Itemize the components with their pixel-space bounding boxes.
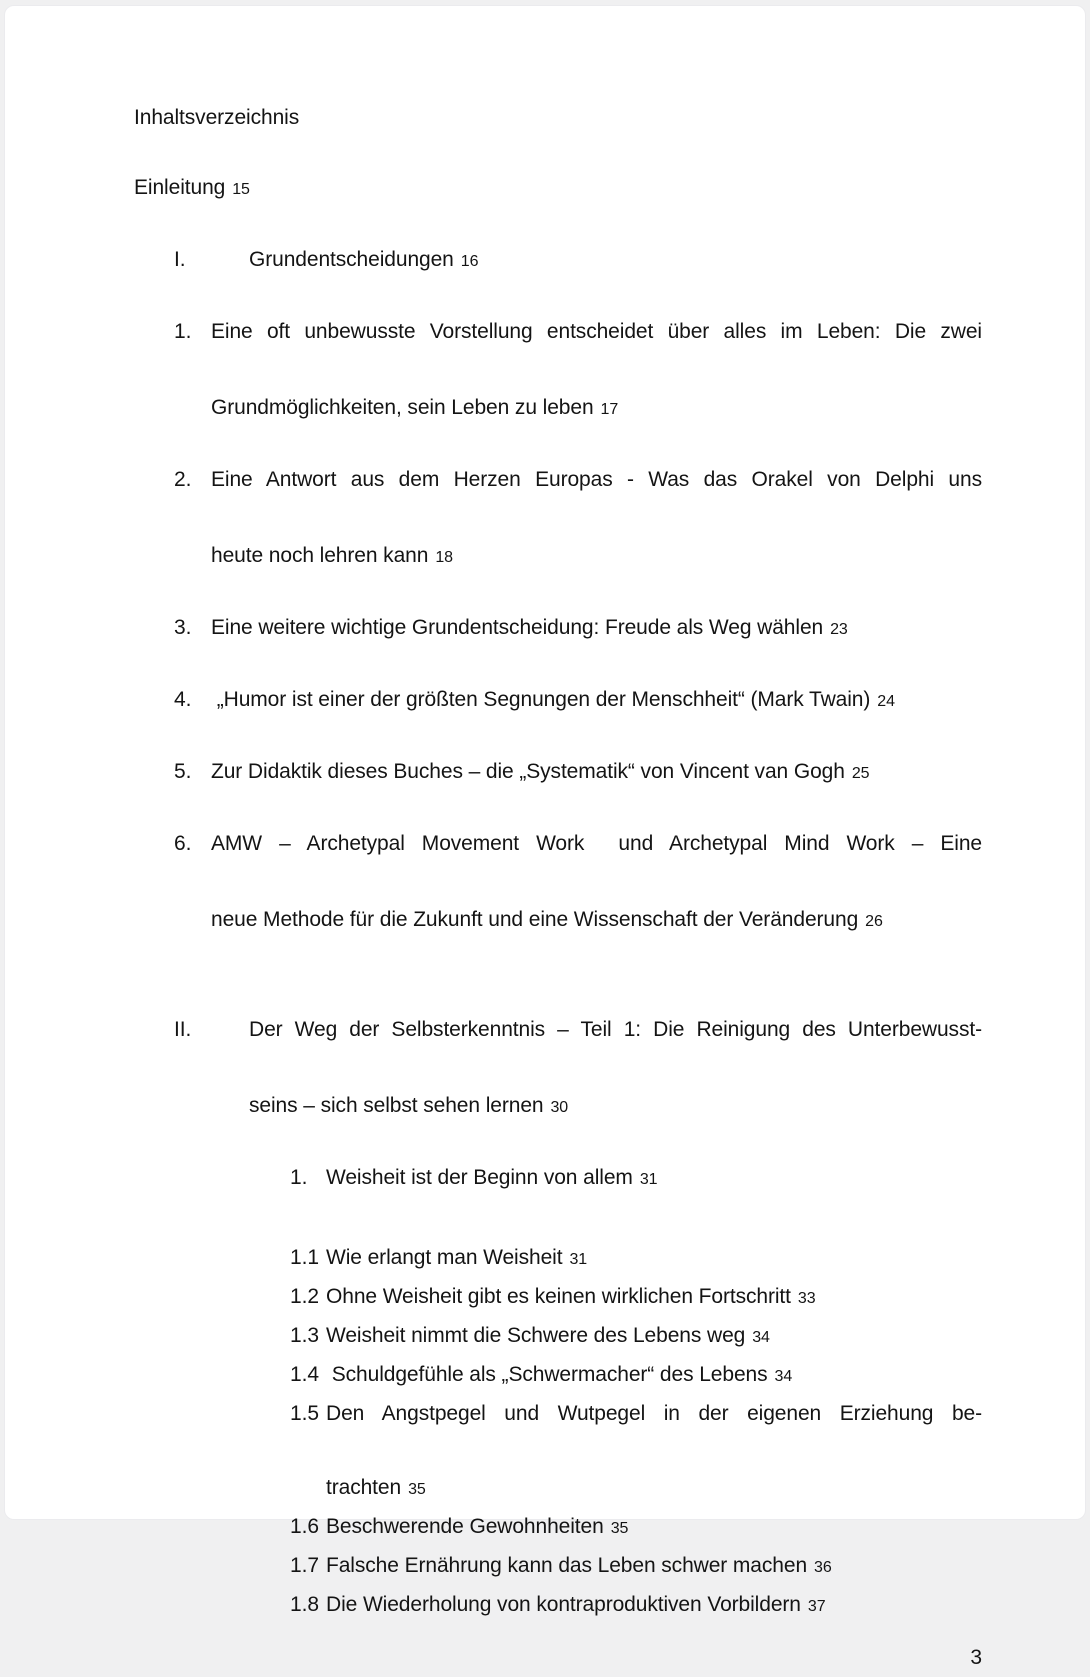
toc-line <box>134 1469 982 1508</box>
toc-entry <box>134 1547 982 1586</box>
toc-entry <box>134 1011 982 1127</box>
toc-entry-text: Ohne Weisheit gibt es keinen wirklichen Fortschritt <box>326 1285 791 1308</box>
toc-entry-text: AMW – Archetypal Movement Work und Archetypal Mind Work – Eine <box>211 832 982 855</box>
toc-entry-number: 1.2 <box>290 1285 319 1308</box>
toc-entry-text: Den Angstpegel und Wutpegel in der eigenen Erziehung be- <box>326 1402 982 1425</box>
toc-entry <box>134 169 982 209</box>
toc-line <box>134 753 982 793</box>
toc-line <box>134 1547 982 1586</box>
toc-entry-text: Die Wiederholung von kontraproduktiven Vorbildern <box>326 1593 801 1616</box>
toc-page-number: 37 <box>807 1598 826 1615</box>
toc-entry-number: 1.7 <box>290 1554 319 1577</box>
toc-page-number: 24 <box>877 693 895 710</box>
toc-line <box>134 389 982 429</box>
toc-line <box>134 1239 982 1278</box>
toc-entry <box>134 313 982 429</box>
toc-entry <box>134 241 982 281</box>
toc-entry-text: Wie erlangt man Weisheit <box>326 1246 563 1269</box>
toc-entry <box>134 1239 982 1278</box>
toc-page-number: 15 <box>232 181 250 198</box>
toc-line <box>134 313 982 389</box>
toc-entry-text: Inhaltsverzeichnis <box>134 106 300 129</box>
toc-line <box>134 1011 982 1087</box>
toc-entry-number: 1.6 <box>290 1515 319 1538</box>
toc-line <box>134 1395 982 1469</box>
toc-entry-text: Weisheit nimmt die Schwere des Lebens weg <box>326 1324 746 1347</box>
toc-entry <box>134 1317 982 1356</box>
toc-entry-number: 1.4 <box>290 1363 319 1386</box>
toc-line <box>134 1508 982 1547</box>
toc-line <box>134 537 982 577</box>
toc-line <box>134 241 982 281</box>
toc-entry-text: Zur Didaktik dieses Buches – die „Systematik“ von Vincent van Gogh <box>211 760 845 783</box>
toc-entry-number: 1.8 <box>290 1593 319 1616</box>
toc-page-number: 36 <box>814 1559 832 1576</box>
toc-entries <box>134 99 982 1625</box>
toc-line <box>134 1159 982 1199</box>
toc-page-number: 34 <box>752 1329 770 1346</box>
toc-entry-text: Grundmöglichkeiten, sein Leben zu leben <box>211 396 594 419</box>
toc-entry-number: 2. <box>174 468 192 491</box>
toc-page-number: 26 <box>865 913 883 930</box>
toc-line <box>134 461 982 537</box>
toc-page-number: 35 <box>610 1520 629 1537</box>
toc-line <box>134 681 982 721</box>
toc-entry <box>134 609 982 649</box>
toc-entry-number: 1. <box>174 320 192 343</box>
toc-entry <box>134 753 982 793</box>
table-of-contents <box>5 6 1085 1677</box>
toc-entry-text: Eine oft unbewusste Vorstellung entscheidet über alles im Leben: Die zwei <box>211 320 982 343</box>
toc-entry-text: heute noch lehren kann <box>211 544 429 567</box>
toc-entry-number: 1.3 <box>290 1324 319 1347</box>
toc-page-number: 23 <box>830 621 848 638</box>
toc-page-number: 31 <box>639 1171 658 1188</box>
toc-entry-text: Falsche Ernährung kann das Leben schwer machen <box>326 1554 808 1577</box>
toc-page-number: 25 <box>851 765 870 782</box>
toc-entry-number: 1.5 <box>290 1402 319 1425</box>
toc-entry-text: Grundentscheidungen <box>249 248 454 271</box>
toc-entry <box>134 1395 982 1508</box>
toc-line <box>134 825 982 901</box>
toc-entry-text: neue Methode für die Zukunft und eine Wissenschaft der Veränderung <box>211 908 859 931</box>
toc-entry-number: 4. <box>174 688 192 711</box>
toc-page-number: 18 <box>435 549 453 566</box>
toc-page-number: 34 <box>774 1368 793 1385</box>
toc-line <box>134 1317 982 1356</box>
toc-page-number: 16 <box>460 253 479 270</box>
toc-line <box>134 1278 982 1317</box>
toc-entry <box>134 1586 982 1625</box>
toc-entry <box>134 825 982 941</box>
toc-line <box>134 609 982 649</box>
toc-page-number: 33 <box>797 1290 816 1307</box>
document-page <box>4 5 1086 1669</box>
toc-line <box>134 901 982 941</box>
toc-entry-text: Beschwerende Gewohnheiten <box>326 1515 604 1538</box>
toc-line <box>134 1087 982 1127</box>
toc-entry-text: Der Weg der Selbsterkenntnis – Teil 1: Die Reinigung des Unterbewusst- <box>249 1018 982 1041</box>
toc-entry <box>134 1356 982 1395</box>
toc-entry-text: Schuldgefühle als „Schwermacher“ des Lebens <box>326 1363 768 1386</box>
toc-entry <box>134 461 982 577</box>
toc-entry-number: 1. <box>290 1166 308 1189</box>
toc-line <box>134 1356 982 1395</box>
toc-entry-text: „Humor ist einer der größten Segnungen der Menschheit“ (Mark Twain) <box>211 688 871 711</box>
toc-entry <box>134 1278 982 1317</box>
toc-entry-text: Weisheit ist der Beginn von allem <box>326 1166 633 1189</box>
toc-entry-number: 6. <box>174 832 192 855</box>
toc-line <box>134 99 982 137</box>
toc-entry <box>134 1508 982 1547</box>
toc-entry <box>134 1159 982 1199</box>
toc-page-number: 31 <box>569 1251 588 1268</box>
toc-entry-text: seins – sich selbst sehen lernen <box>249 1094 544 1117</box>
toc-entry-text: Eine weitere wichtige Grundentscheidung: Freude als Weg wählen <box>211 616 824 639</box>
toc-entry-number: 3. <box>174 616 192 639</box>
footer-page-number: 3 <box>970 1646 982 1669</box>
toc-entry-number: II. <box>174 1018 192 1041</box>
toc-entry-text: Eine Antwort aus dem Herzen Europas - Was das Orakel von Delphi uns <box>211 468 982 491</box>
toc-entry-text: Einleitung <box>134 176 226 199</box>
toc-entry-number: I. <box>174 248 186 271</box>
toc-line <box>134 1586 982 1625</box>
toc-page-number: 30 <box>550 1099 569 1116</box>
toc-entry-number: 5. <box>174 760 192 783</box>
toc-entry-number: 1.1 <box>290 1246 319 1269</box>
toc-entry <box>134 99 982 137</box>
toc-page-number: 35 <box>408 1481 426 1498</box>
toc-entry-text: trachten <box>326 1476 402 1499</box>
toc-line <box>134 169 982 209</box>
toc-entry <box>134 681 982 721</box>
toc-page-number: 17 <box>600 401 619 418</box>
